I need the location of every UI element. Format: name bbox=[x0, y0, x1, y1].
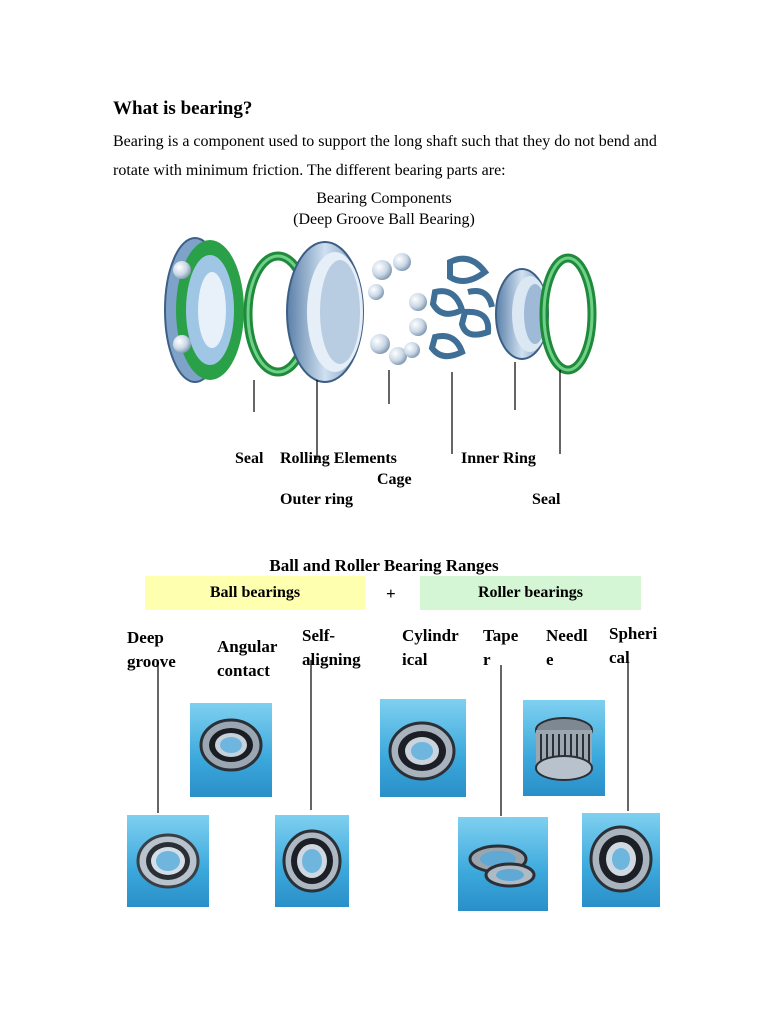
type-line: contact bbox=[217, 661, 270, 680]
diagram-caption-title: Bearing Components bbox=[316, 190, 452, 207]
ranges-title: Ball and Roller Bearing Ranges bbox=[269, 556, 499, 575]
roller-bearings-label: Roller bearings bbox=[477, 584, 584, 601]
label-cage: Cage bbox=[377, 471, 412, 488]
type-line: Spheri bbox=[609, 624, 658, 643]
deep-groove-bearing-image bbox=[127, 815, 209, 907]
label-seal-left: Seal bbox=[235, 450, 264, 467]
spherical-roller-bearing-image bbox=[582, 813, 660, 907]
plus-sign: + bbox=[386, 584, 396, 603]
cylindrical-roller-bearing-image bbox=[380, 699, 466, 797]
label-inner-ring: Inner Ring bbox=[461, 450, 536, 467]
label-outer-ring: Outer ring bbox=[280, 491, 354, 508]
label-seal-right: Seal bbox=[532, 491, 561, 508]
intro-paragraph: Bearing is a component used to support the long shaft such that they do not bend and rotate with minimum friction. The different bearing parts are: bbox=[113, 133, 657, 179]
diagram-caption-subtitle: (Deep Groove Ball Bearing) bbox=[293, 211, 475, 228]
type-line: r bbox=[483, 650, 491, 669]
self-aligning-bearing-image bbox=[275, 815, 349, 907]
type-line: cal bbox=[609, 648, 630, 667]
taper-roller-bearing-image bbox=[458, 817, 548, 911]
type-line: ical bbox=[402, 650, 428, 669]
type-line: Deep bbox=[127, 628, 164, 647]
type-line: groove bbox=[127, 652, 176, 671]
type-line: Angular bbox=[217, 637, 278, 656]
type-line: Cylindr bbox=[402, 626, 459, 645]
page-heading: What is bearing? bbox=[113, 98, 253, 119]
type-line: e bbox=[546, 650, 554, 669]
ball-bearings-label: Ball bearings bbox=[209, 584, 301, 601]
type-line: Needl bbox=[546, 626, 588, 645]
needle-roller-bearing-image bbox=[523, 700, 605, 796]
type-line: Self- bbox=[302, 626, 336, 645]
label-rolling-elements: Rolling Elements bbox=[280, 450, 397, 467]
angular-contact-bearing-image bbox=[190, 703, 272, 797]
type-line: Tape bbox=[483, 626, 519, 645]
type-line: aligning bbox=[302, 650, 361, 669]
